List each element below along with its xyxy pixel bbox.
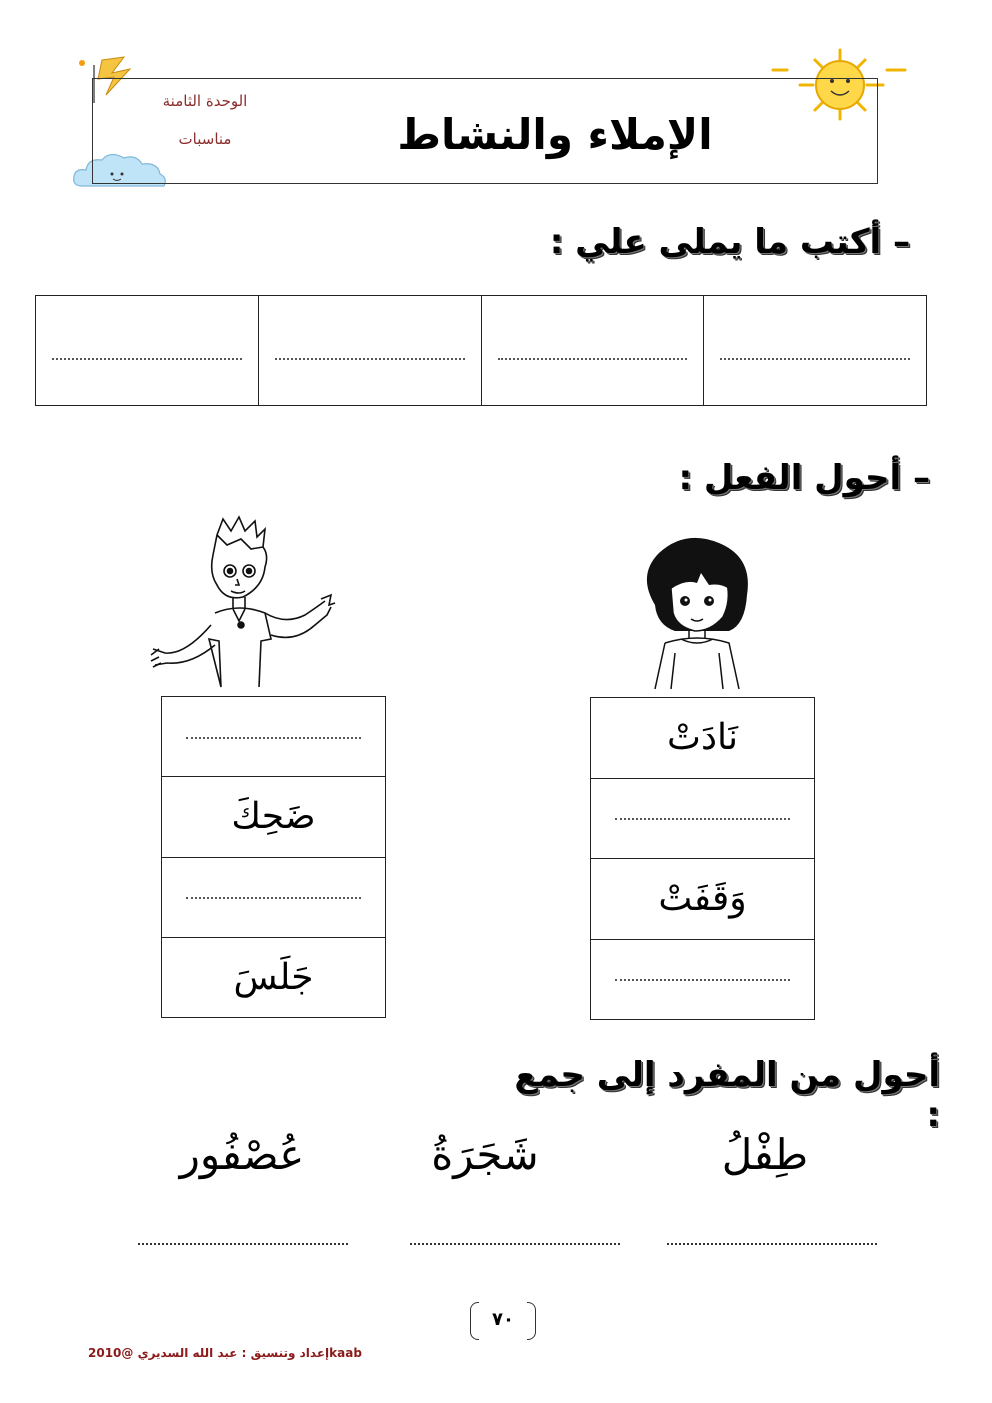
singular-word: عُصْفُور [179, 1130, 305, 1179]
unit-title: الوحدة الثامنة [162, 92, 248, 110]
verb-cell: جَلَسَ [233, 956, 314, 998]
bracket-left [470, 1302, 479, 1340]
girl-illustration [635, 535, 765, 690]
page-title: الإملاء والنشاط [397, 110, 713, 159]
dictation-cell[interactable] [703, 296, 926, 405]
verb-cell: ضَحِكَ [162, 777, 385, 857]
author-credit: إعداد وتنسيق : عبد الله السديري @2010kaab [88, 1346, 362, 1360]
answer-dotted-line [498, 358, 688, 360]
plural-answer-line[interactable] [138, 1243, 348, 1245]
dictation-heading: – أكتب ما يملى علي : [549, 222, 910, 262]
answer-dotted-line [615, 818, 790, 820]
plural-answer-line[interactable] [667, 1243, 877, 1245]
verb-heading: – أحول الفعل : [678, 458, 930, 498]
answer-dotted-line [186, 897, 361, 899]
page-number [470, 1302, 536, 1338]
plural-answer-line[interactable] [410, 1243, 620, 1245]
unit-topic: مناسبات [178, 130, 232, 148]
answer-dotted-line [615, 979, 790, 981]
verb-cell[interactable] [162, 858, 385, 938]
bracket-right [527, 1302, 536, 1340]
plural-heading: أحول من المفرد إلى جمع : [514, 1055, 940, 1135]
verb-cell: وَقَفَتْ [591, 859, 814, 940]
dictation-cell[interactable] [258, 296, 481, 405]
verb-table-right [590, 697, 815, 1020]
dictation-table [35, 295, 927, 406]
verb-cell[interactable] [162, 697, 385, 777]
singular-word: طِفْلُ [721, 1130, 809, 1179]
answer-dotted-line [720, 358, 910, 360]
answer-dotted-line [186, 737, 361, 739]
dictation-cell[interactable] [481, 296, 704, 405]
boy-illustration [145, 515, 340, 693]
verb-table-left [161, 696, 386, 1018]
page-number-text: ٧٠ [492, 1309, 514, 1330]
verb-cell: نَادَتْ [591, 698, 814, 779]
answer-dotted-line [52, 358, 242, 360]
singular-word: شَجَرَةُ [431, 1130, 539, 1179]
dictation-cell[interactable] [36, 296, 258, 405]
answer-dotted-line [275, 358, 465, 360]
verb-cell[interactable] [591, 779, 814, 860]
verb-cell[interactable] [591, 940, 814, 1020]
